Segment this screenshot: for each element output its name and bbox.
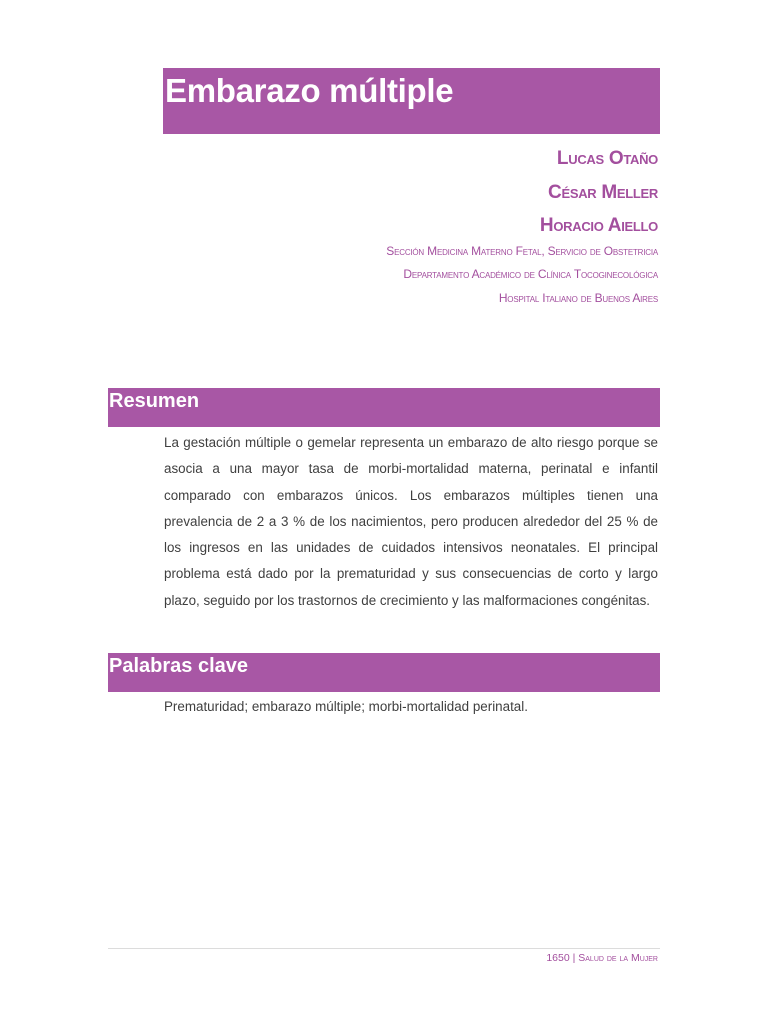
footer-separator: | [572,952,576,964]
author-name: Lucas Otaño [556,148,658,169]
title-banner [163,68,660,134]
keywords-body: Prematuridad; embarazo múltiple; morbi-mortalidad perinatal. [164,699,528,714]
abstract-body: La gestación múltiple o gemelar representa un embarazo de alto riesgo porque se asocia a una mayor tasa de morbi-mortalidad materna, perinatal e infantil comparado con embarazos únicos. Los embarazos múltiples tienen una prevalencia de 2 a 3 % de los nacimientos, pero producen alrededor del 25 % de los ingresos en las unidades de cuidados intensivos neonatales. El principal problema está dado por la prematuridad y sus consecuencias de corto y largo plazo, seguido por los trastornos de crecimiento y las malformaciones congénitas. [164,435,658,608]
affiliation-list [386,240,658,310]
keywords-heading-bar [108,653,660,692]
author-list [540,142,658,243]
page-number: 1650 [546,952,570,964]
author-name: César Meller [548,181,658,203]
affiliation-line: Departamento Académico de Clínica Tocoginecológica [403,267,658,282]
abstract-heading-bar [108,388,660,427]
journal-name: Salud de la Mujer [578,952,658,964]
author-name: Horacio Aiello [539,215,658,236]
keywords-heading: Palabras clave [109,655,248,677]
article-title: Embarazo múltiple [165,72,454,109]
abstract-heading: Resumen [109,390,200,412]
page-footer [546,950,658,966]
affiliation-line: Hospital Italiano de Buenos Aires [498,290,658,305]
affiliation-line: Sección Medicina Materno Fetal, Servicio de Obstetricia [386,244,658,258]
footer-divider [108,948,660,949]
